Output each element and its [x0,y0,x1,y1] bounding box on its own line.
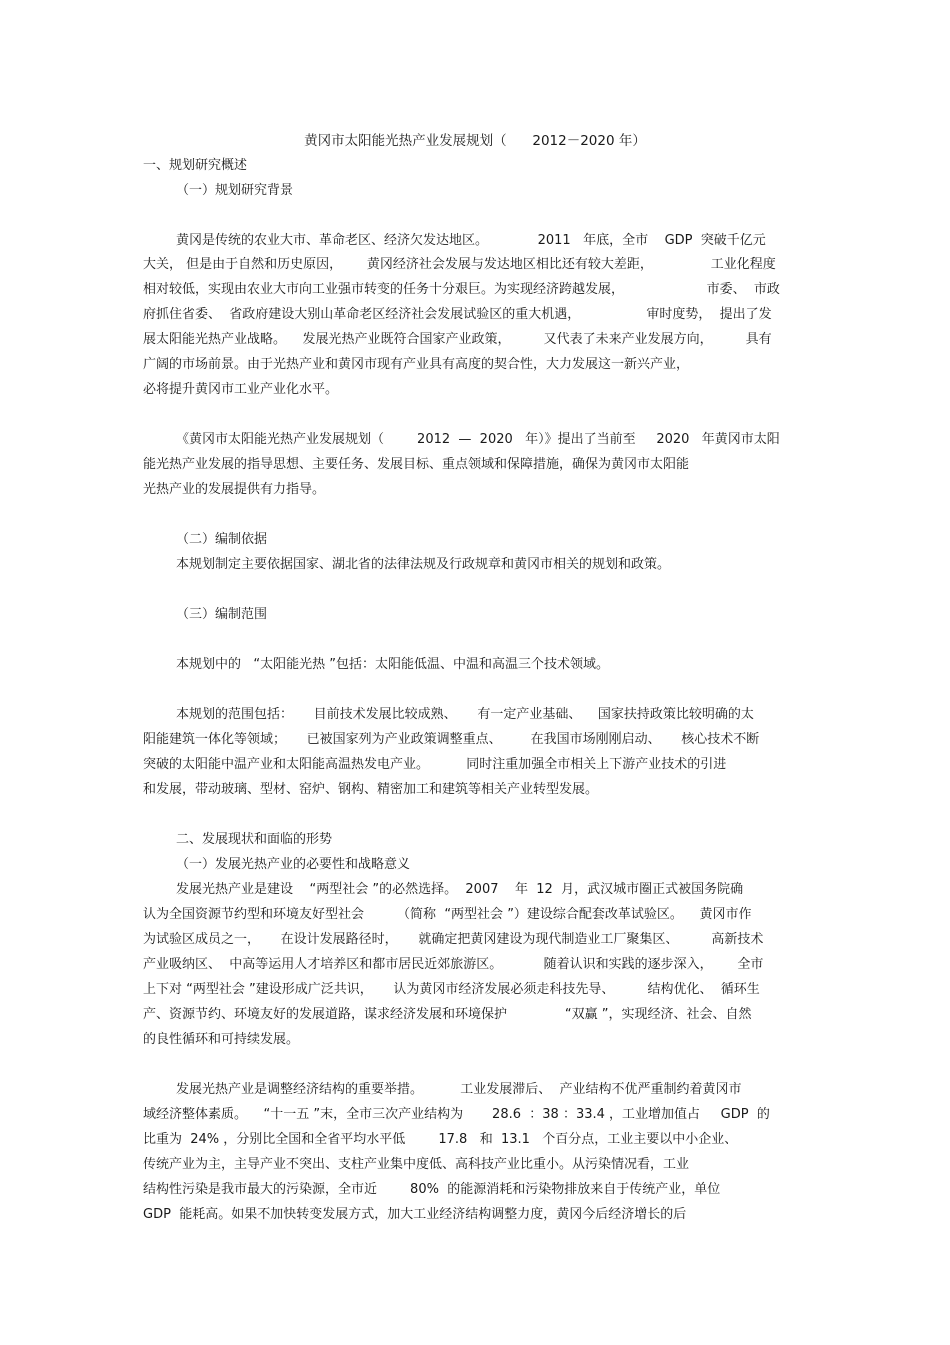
paragraph-line: 产业吸纳区、 中高等运用人才培养区和都市居民近郊旅游区。 随着认识和实践的逐步深入， 全市 [143,957,764,972]
subsection-heading: （一）规划研究背景 [176,183,294,198]
paragraph-line: 和发展，带动玻璃、型材、窑炉、钢构、精密加工和建筑等相关产业转型发展。 [143,782,599,797]
paragraph-line: 广阔的市场前景。由于光热产业和黄冈市现有产业具有高度的契合性，大力发展这一新兴产业， [143,357,690,372]
subsection-heading: （一）发展光热产业的必要性和战略意义 [176,857,411,872]
subsection-heading: （三）编制范围 [176,607,268,622]
paragraph-line: GDP 能耗高。如果不加快转变发展方式，加大工业经济结构调整力度，黄冈今后经济增长的后 [143,1207,687,1222]
paragraph-line: 为试验区成员之一， 在设计发展路径时， 就确定把黄冈建设为现代制造业工厂聚集区、 高新技术 [143,932,764,947]
paragraph-line: 比重为 24% ，分别比全国和全省平均水平低 17.8 和 13.1 个百分点，工业主要以中小企业、 [143,1132,738,1147]
paragraph-line: 必将提升黄冈市工业产业化水平。 [143,382,339,397]
paragraph-line: 产、资源节约、环境友好的发展道路，谋求经济发展和环境保护 “双赢 ”，实现经济、社会、自然 [143,1007,752,1022]
paragraph-line: 本规划的范围包括： 目前技术发展比较成熟、 有一定产业基础、 国家扶持政策比较明确的太 [176,707,754,722]
paragraph-line: 大关， 但是由于自然和历史原因， 黄冈经济社会发展与发达地区相比还有较大差距， 工业化程度 [143,257,776,272]
paragraph-line: 黄冈是传统的农业大市、革命老区、经济欠发达地区。 2011 年底，全市 GDP 突破千亿元 [176,233,766,248]
document-title: 黄冈市太阳能光热产业发展规划（ 2012－2020 年） [304,133,646,149]
paragraph-line: 本规划制定主要依据国家、湖北省的法律法规及行政规章和黄冈市相关的规划和政策。 [176,557,671,572]
paragraph-line: 结构性污染是我市最大的污染源，全市近 80% 的能源消耗和污染物排放来自于传统产业，单位 [143,1182,721,1197]
paragraph-line: 府抓住省委、 省政府建设大别山革命老区经济社会发展试验区的重大机遇， 审时度势， 提出了发 [143,307,772,322]
paragraph-line: 传统产业为主，主导产业不突出、支柱产业集中度低、高科技产业比重小。从污染情况看，工业 [143,1157,690,1172]
paragraph-line: 光热产业的发展提供有力指导。 [143,482,326,497]
paragraph-line: 展太阳能光热产业战略。 发展光热产业既符合国家产业政策， 又代表了未来产业发展方向， 具有 [143,332,772,347]
subsection-heading: （二）编制依据 [176,532,268,547]
paragraph-line: 的良性循环和可持续发展。 [143,1032,300,1047]
section-heading: 二、发展现状和面临的形势 [176,832,333,847]
paragraph-line: 发展光热产业是调整经济结构的重要举措。 工业发展滞后、 产业结构不优严重制约着黄冈市 [176,1082,742,1097]
paragraph-line: 本规划中的 “太阳能光热 ”包括：太阳能低温、中温和高温三个技术领域。 [176,657,609,672]
paragraph-line: 阳能建筑一体化等领域； 已被国家列为产业政策调整重点、 在我国市场刚刚启动、 核心技术不断 [143,732,760,747]
paragraph-line: 突破的太阳能中温产业和太阳能高温热发电产业。 同时注重加强全市相关上下游产业技术的引进 [143,757,727,772]
paragraph-line: 相对较低，实现由农业大市向工业强市转变的任务十分艰巨。为实现经济跨越发展， 市委、 市政 [143,282,780,297]
section-heading: 一、规划研究概述 [143,158,248,173]
paragraph-line: 域经济整体素质。 “十一五 ”末，全市三次产业结构为 28.6 ：38 ：33.4 ，工业增加值占 GDP 的 [143,1107,770,1122]
paragraph-line: 认为全国资源节约型和环境友好型社会 （简称 “两型社会 ”）建设综合配套改革试验区。 黄冈市作 [143,907,752,922]
paragraph-line: 能光热产业发展的指导思想、主要任务、发展目标、重点领域和保障措施，确保为黄冈市太阳能 [143,457,690,472]
paragraph-line: 上下对 “两型社会 ”建设形成广泛共识， 认为黄冈市经济发展必须走科技先导、 结构优化、 循环生 [143,982,760,997]
paragraph-line: 《黄冈市太阳能光热产业发展规划（ 2012 — 2020 年）》提出了当前至 2020 年黄冈市太阳 [176,432,780,447]
paragraph-line: 发展光热产业是建设 “两型社会 ”的必然选择。 2007 年 12 月，武汉城市圈正式被国务院确 [176,882,744,897]
